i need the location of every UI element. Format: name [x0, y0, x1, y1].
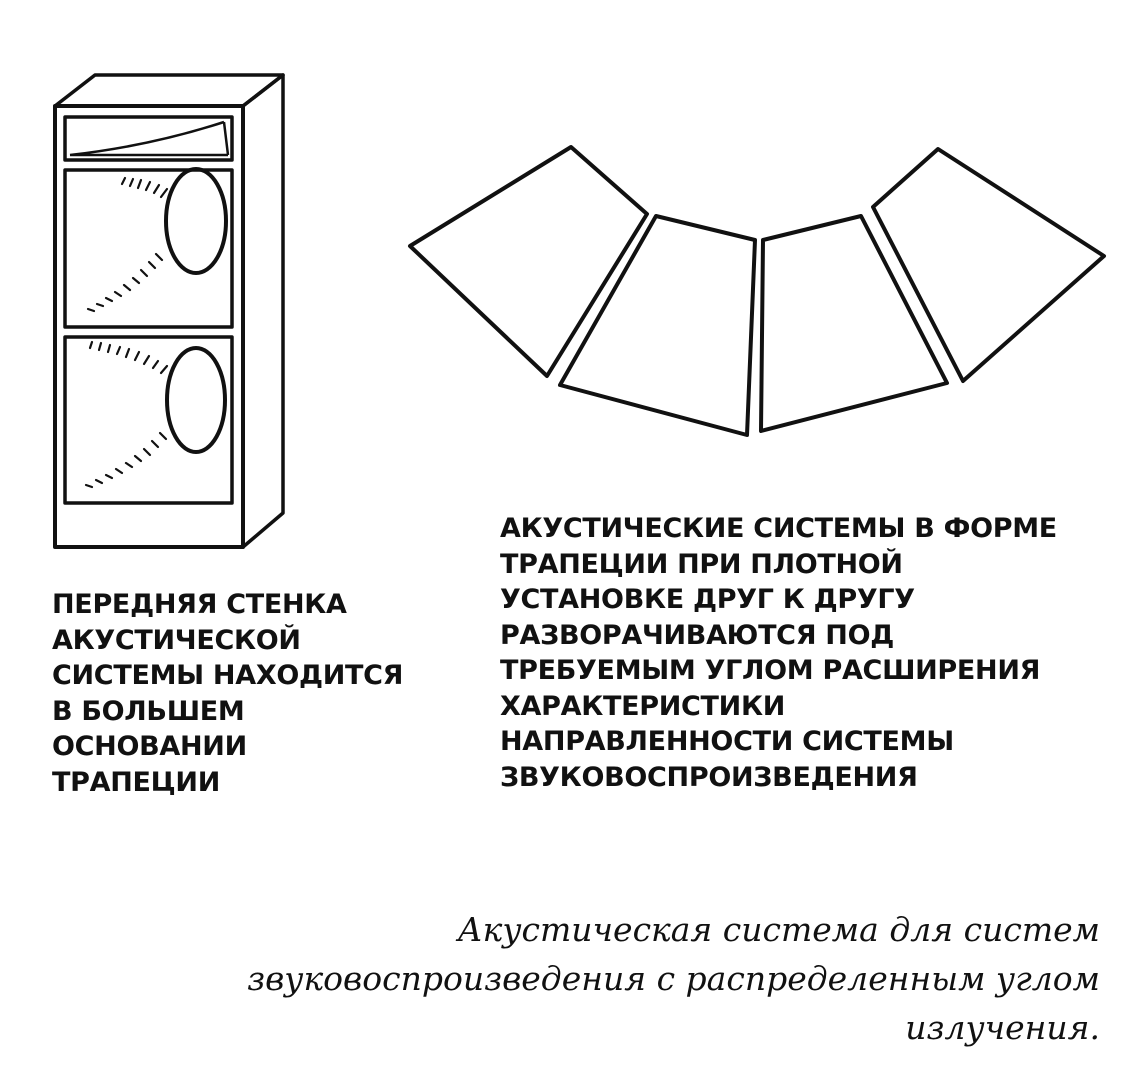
cabinet-description-line: ТРАПЕЦИИ — [52, 766, 220, 798]
trapezoid-1 — [410, 147, 647, 376]
array-description-line: ЗВУКОВОСПРОИЗВЕДЕНИЯ — [500, 761, 918, 793]
cabinet-description-line: ПЕРЕДНЯЯ СТЕНКА — [52, 589, 347, 620]
cabinet-description-line: В БОЛЬШЕМ — [52, 695, 245, 727]
horn-hatching-lower — [86, 342, 167, 487]
cabinet-description-line: ОСНОВАНИИ — [52, 731, 247, 762]
woofer-upper-icon — [166, 169, 226, 273]
speaker-cabinet — [55, 75, 283, 547]
figure-caption — [247, 905, 1100, 1052]
woofer-lower-icon — [167, 348, 225, 452]
caption-line: излучения. — [905, 1008, 1100, 1047]
cabinet-description — [52, 587, 403, 800]
cabinet-top-panel — [55, 75, 283, 106]
array-description-line: АКУСТИЧЕСКИЕ СИСТЕМЫ В ФОРМЕ — [500, 513, 1057, 544]
woofer-compartment-upper — [65, 170, 232, 327]
array-description-line: ХАРАКТЕРИСТИКИ — [500, 690, 786, 722]
caption-line: звуковоспроизведения с распределенным углом — [247, 959, 1100, 998]
trapezoid-2 — [560, 216, 755, 435]
caption-line: Акустическая система для систем — [457, 910, 1100, 949]
array-description-line: ТРАПЕЦИИ ПРИ ПЛОТНОЙ — [500, 548, 903, 580]
array-description-line: РАЗВОРАЧИВАЮТСЯ ПОД — [500, 619, 894, 651]
trapezoid-4 — [873, 149, 1104, 381]
array-description — [500, 511, 1057, 795]
horn-hatching-upper — [88, 178, 167, 311]
woofer-compartment-lower — [65, 337, 232, 503]
trapezoid-array — [410, 147, 1104, 435]
trapezoid-3 — [761, 216, 947, 431]
array-description-line: НАПРАВЛЕННОСТИ СИСТЕМЫ — [500, 726, 954, 757]
cabinet-description-line: СИСТЕМЫ НАХОДИТСЯ — [52, 660, 404, 691]
cabinet-description-line: АКУСТИЧЕСКОЙ — [52, 624, 301, 656]
array-description-line: ТРЕБУЕМЫМ УГЛОМ РАСШИРЕНИЯ — [500, 655, 1041, 686]
cabinet-side-panel — [243, 75, 283, 547]
tweeter-horn-icon — [70, 122, 228, 155]
array-description-line: УСТАНОВКЕ ДРУГ К ДРУГУ — [500, 584, 915, 615]
